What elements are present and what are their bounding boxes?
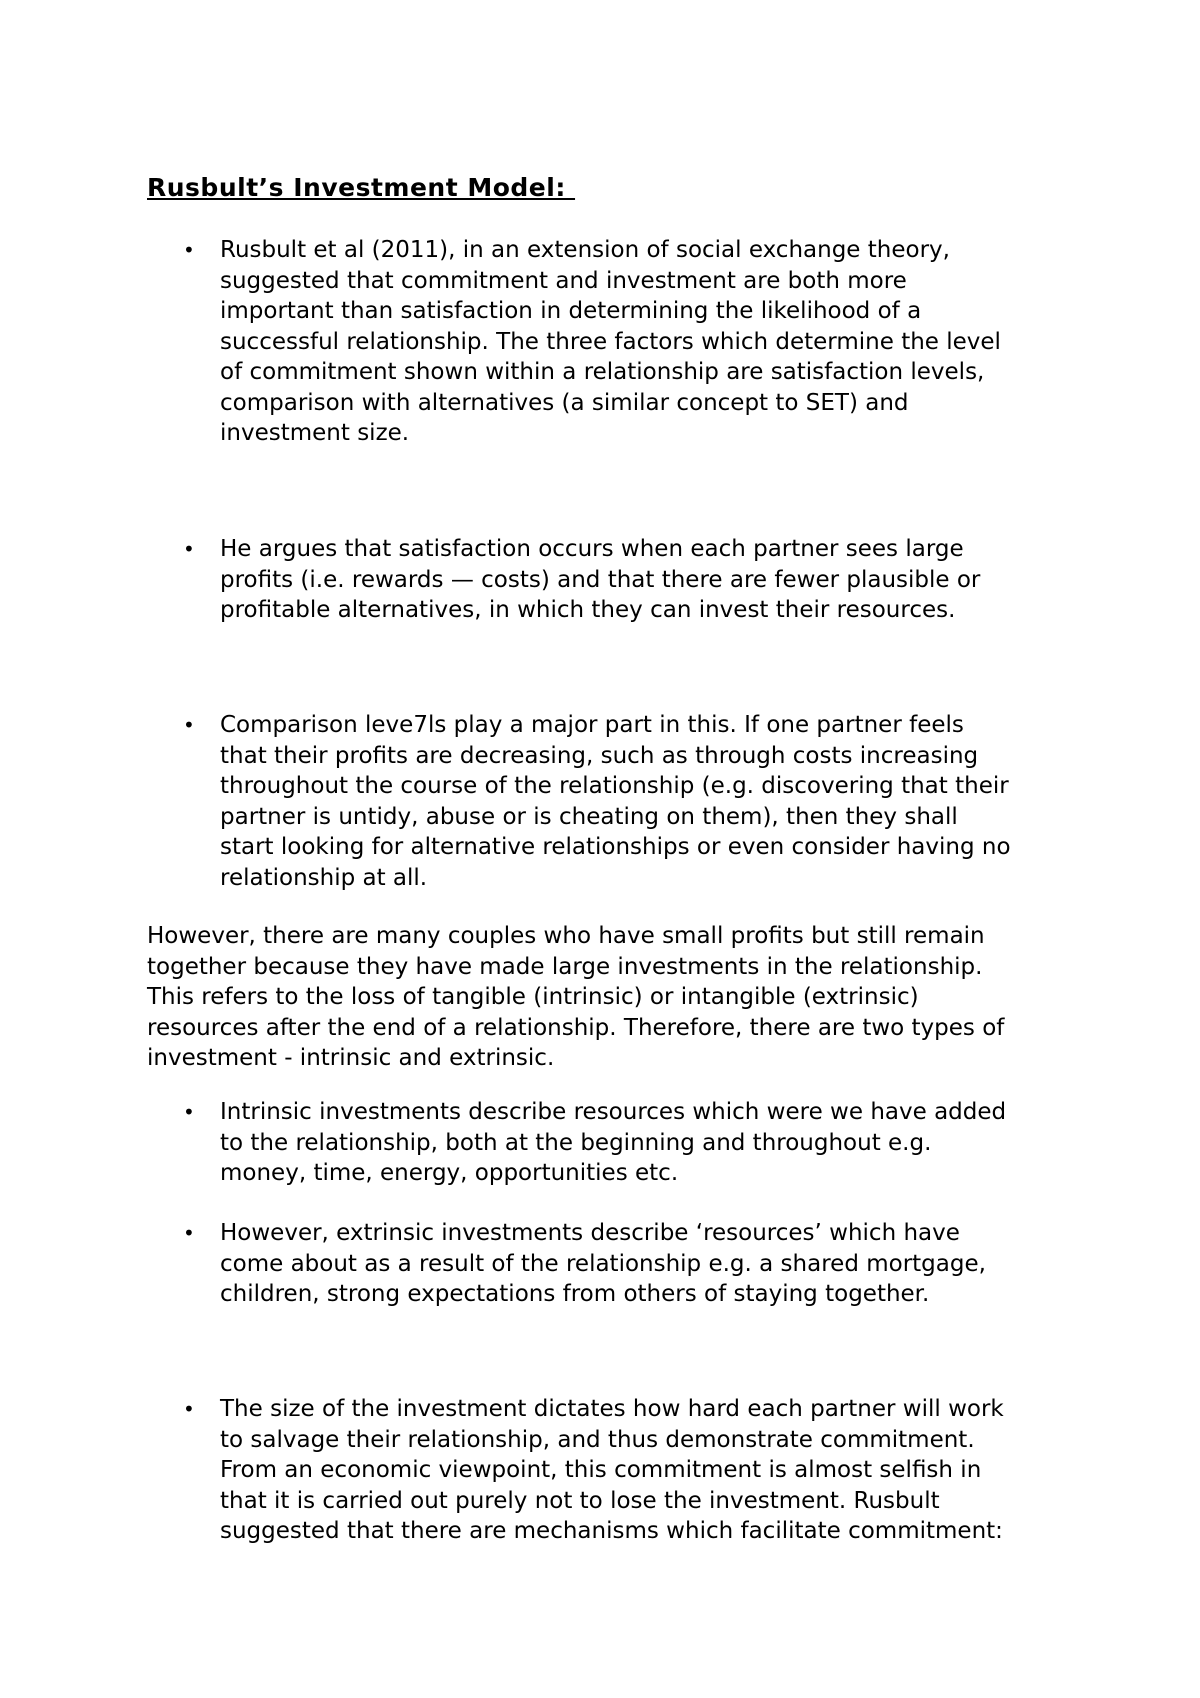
bullet-icon: • <box>183 537 195 561</box>
bullet-text: However, extrinsic investments describe ‘resources’ which have come about as a result of the relationship e.g. a shared mortgage, children, strong expectations from others of staying together. <box>220 1220 986 1307</box>
bullet-text: Intrinsic investments describe resources which were we have added to the relationship, both at the beginning and throughout e.g. money, time, energy, opportunities etc. <box>220 1099 1007 1186</box>
bullet-text: He argues that satisfaction occurs when each partner sees large profits (i.e. rewards — costs) and that there are fewer plausible or profitable alternatives, in which they can invest their resources. <box>220 536 981 623</box>
bullet-icon: • <box>183 1397 195 1421</box>
document-title: Rusbult’s Investment Model: <box>147 173 576 202</box>
bullet-text: The size of the investment dictates how hard each partner will work to salvage their relationship, and thus demonstrate commitment. From an economic viewpoint, this commitment is almost selfish in that it is carried out purely not to lose the investment. Rusbult suggested that there are mechanisms which facilitate commitment: <box>220 1396 1004 1544</box>
bullet-icon: • <box>183 238 195 262</box>
bullet-text: Comparison leve7ls play a major part in this. If one partner feels that their profits are decreasing, such as through costs increasing throughout the course of the relationship (e.g. discovering that their partner is untidy, abuse or is cheating on them), then they shall start looking for alternative relationships or even consider having no relationship at all. <box>220 712 1011 891</box>
paragraph-investment-types: However, there are many couples who have small profits but still remain together because they have made large investments in the relationship. This refers to the loss of tangible (intrinsic) or intangible (extrinsic) resources after the end of a relationship. Therefore, there are two types of investment - intrinsic and extrinsic. <box>147 923 1005 1071</box>
bullet-text: Rusbult et al (2011), in an extension of social exchange theory, suggested that commitment and investment are both more important than satisfaction in determining the likelihood of a successful relationship. The three factors which determine the level of commitment shown within a relationship are satisfaction levels, comparison with alternatives (a similar concept to SET) and investment size. <box>220 237 1001 446</box>
bullet-icon: • <box>183 1221 195 1245</box>
bullet-icon: • <box>183 713 195 737</box>
bullet-icon: • <box>183 1100 195 1124</box>
